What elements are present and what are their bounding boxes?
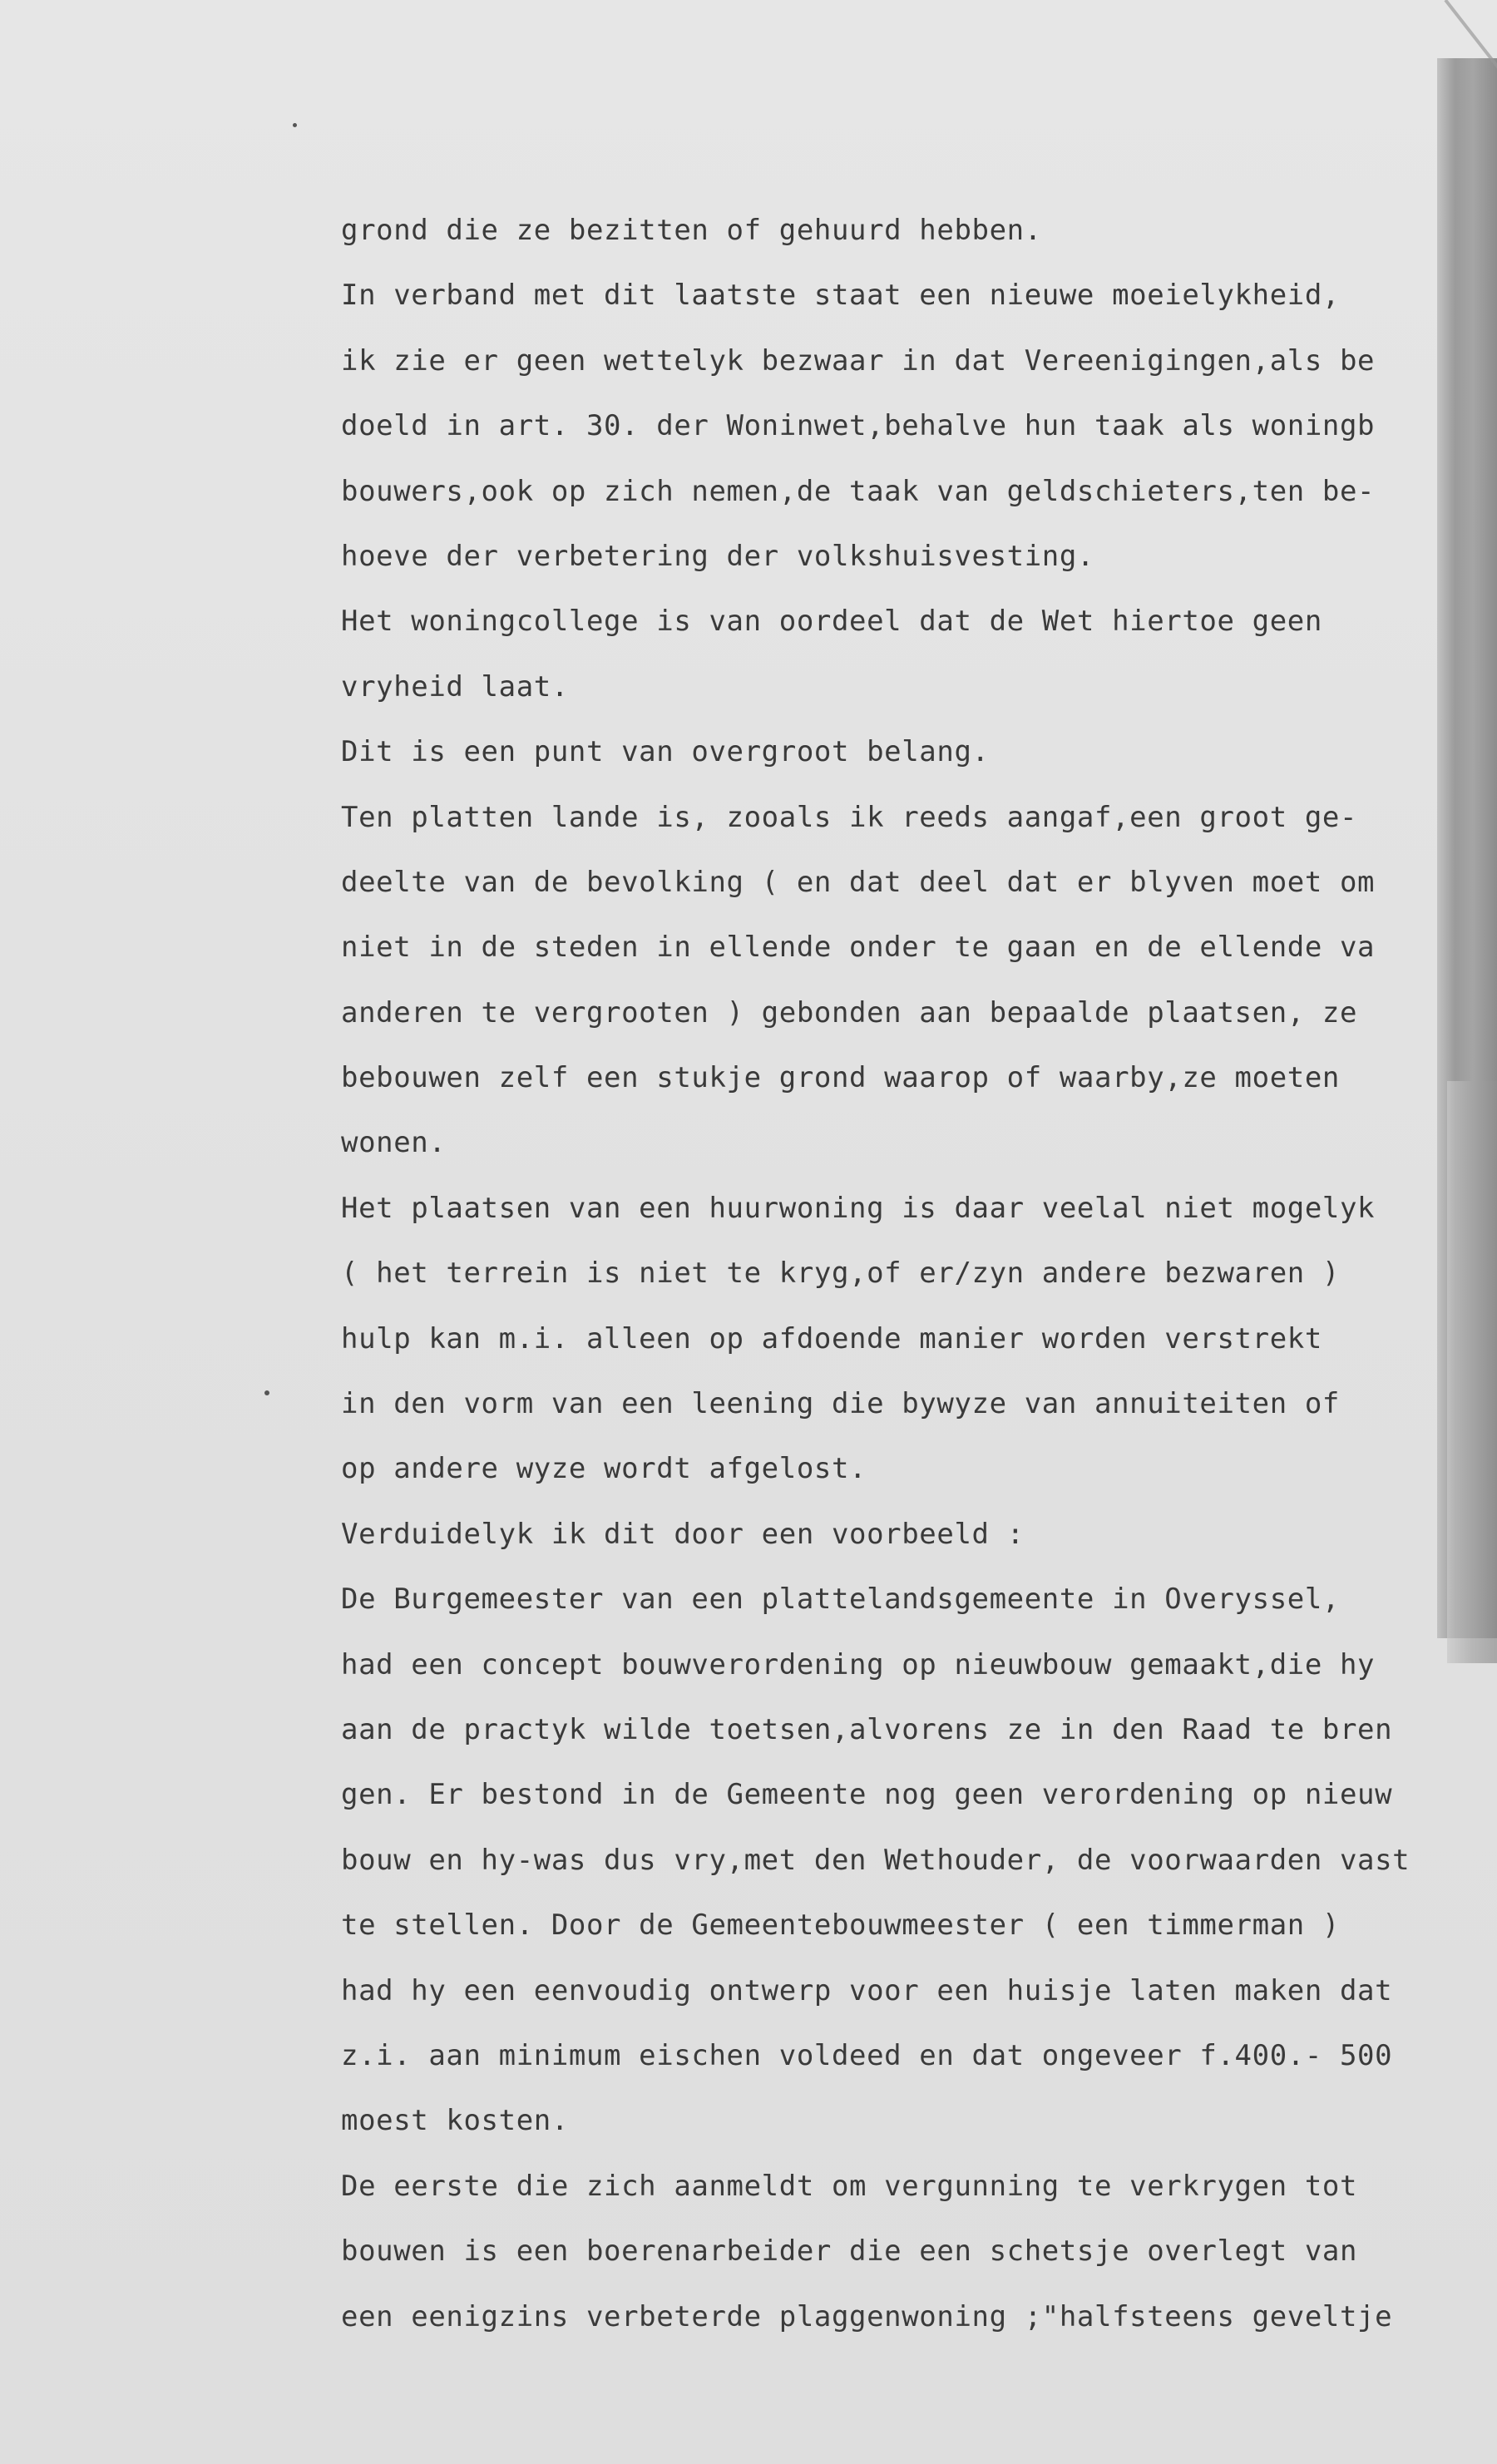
text-line: bebouwen zelf een stukje grond waarop of waarby,ze moeten: [341, 1061, 1340, 1095]
text-line: had hy een eenvoudig ontwerp voor een huisje laten maken dat: [341, 1973, 1393, 2007]
text-line: Verduidelyk ik dit door een voorbeeld :: [341, 1517, 1025, 1551]
text-line: een eenigzins verbeterde plaggenwoning ;"halfsteens geveltje: [341, 2299, 1393, 2333]
text-line: hulp kan m.i. alleen op afdoende manier worden verstrekt: [341, 1321, 1322, 1355]
text-line: grond die ze bezitten of gehuurd hebben.: [341, 214, 1042, 247]
text-line: aan de practyk wilde toetsen,alvorens ze in den Raad te bren: [341, 1712, 1393, 1746]
text-line: op andere wyze wordt afgelost.: [341, 1452, 867, 1486]
ink-speck: [264, 1390, 269, 1395]
text-line: doeld in art. 30. der Woninwet,behalve hun taak als woningb: [341, 409, 1376, 443]
text-line: Het plaatsen van een huurwoning is daar veelal niet mogelyk: [341, 1191, 1376, 1225]
ink-speck: [293, 123, 297, 127]
text-line: bouw en hy-was dus vry,met den Wethouder, de voorwaarden vast: [341, 1843, 1411, 1877]
text-line: hoeve der verbetering der volkshuisvesting.: [341, 539, 1094, 573]
text-line: Dit is een punt van overgroot belang.: [341, 735, 990, 769]
text-line: ( het terrein is niet te kryg,of er/zyn andere bezwaren ): [341, 1257, 1340, 1291]
typewritten-text-block: [341, 198, 1489, 2349]
text-line: bouwers,ook op zich nemen,de taak van geldschieters,ten be-: [341, 474, 1376, 508]
text-line: gen. Er bestond in de Gemeente nog geen verordening op nieuw: [341, 1778, 1393, 1812]
text-line: Het woningcollege is van oordeel dat de Wet hiertoe geen: [341, 605, 1322, 639]
text-line: ik zie er geen wettelyk bezwaar in dat Vereenigingen,als be: [341, 343, 1376, 378]
text-line: De Burgemeester van een plattelandsgemeente in Overyssel,: [341, 1583, 1340, 1617]
text-line: moest kosten.: [341, 2104, 569, 2138]
text-line: Ten platten lande is, zooals ik reeds aangaf,een groot ge-: [341, 800, 1358, 834]
text-line: In verband met dit laatste staat een nieuwe moeielykheid,: [341, 279, 1340, 313]
text-line: deelte van de bevolking ( en dat deel dat er blyven moet om: [341, 865, 1376, 899]
text-line: wonen.: [341, 1126, 447, 1160]
text-line: bouwen is een boerenarbeider die een schetsje overlegt van: [341, 2234, 1358, 2269]
text-line: anderen te vergrooten ) gebonden aan bepaalde plaatsen, ze: [341, 995, 1358, 1030]
text-line: had een concept bouwverordening op nieuwbouw gemaakt,die hy: [341, 1647, 1376, 1681]
text-line: niet in de steden in ellende onder te gaan en de ellende va: [341, 931, 1376, 965]
text-line: De eerste die zich aanmeldt om vergunning te verkrygen tot: [341, 2169, 1358, 2203]
text-line: vryheid laat.: [341, 669, 569, 704]
text-line: in den vorm van een leening die bywyze van annuiteiten of: [341, 1387, 1340, 1421]
text-line: te stellen. Door de Gemeentebouwmeester ( een timmerman ): [341, 1908, 1340, 1943]
text-line: z.i. aan minimum eischen voldeed en dat ongeveer f.400.- 500: [341, 2038, 1393, 2072]
